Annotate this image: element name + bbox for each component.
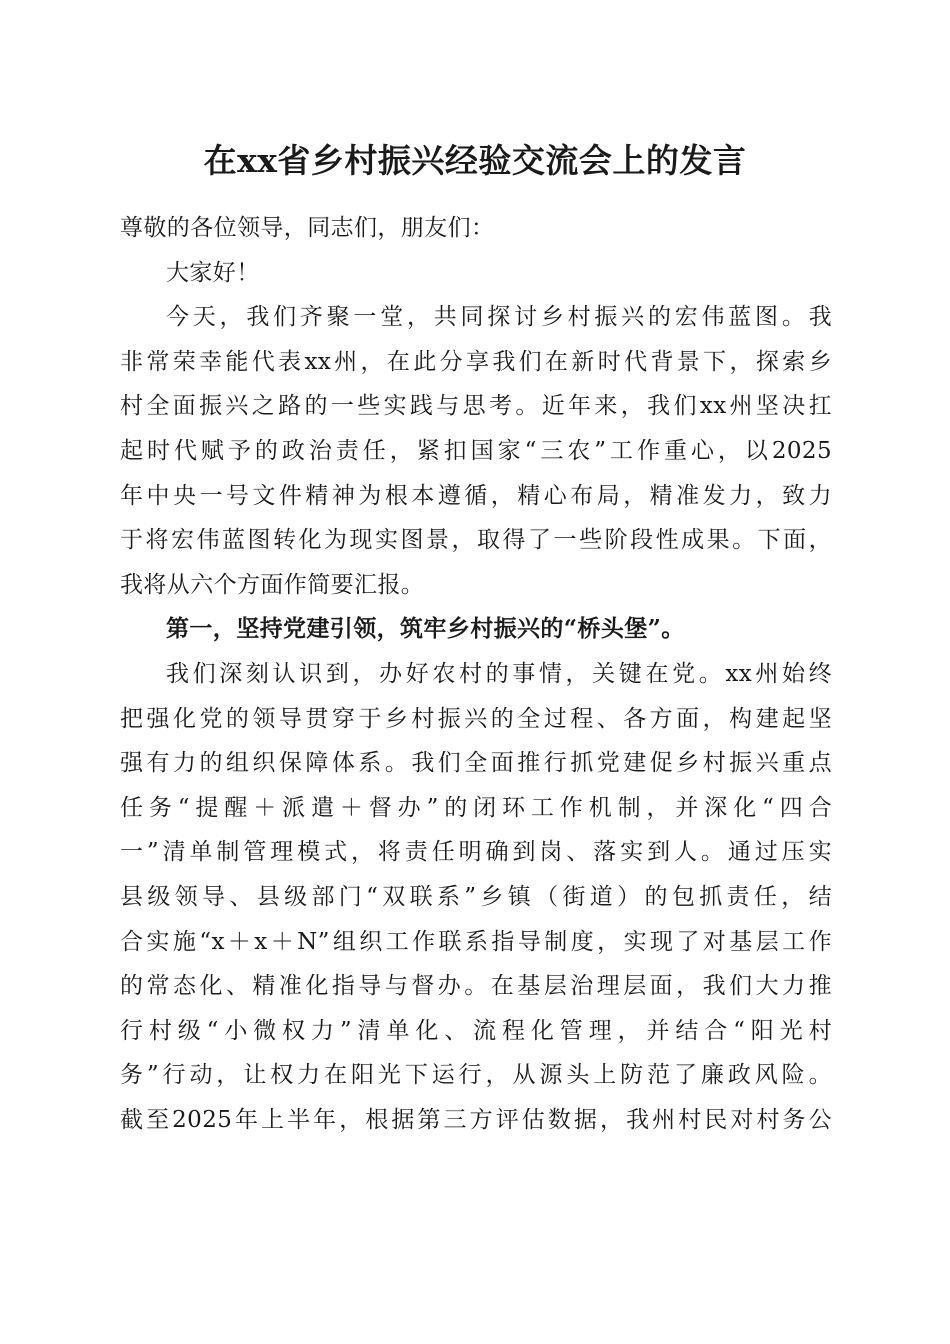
paragraph-line: 我们深刻认识到，办好农村的事情，关键在党。xx州始终: [166, 660, 832, 687]
paragraph-line: 任务“提醒＋派遣＋督办”的闭环工作机制，并深化“四合: [120, 794, 832, 821]
paragraph-line: 合实施“x＋x＋N”组织工作联系指导制度，实现了对基层工作: [120, 928, 832, 955]
paragraph-line: 今天，我们齐聚一堂，共同探讨乡村振兴的宏伟蓝图。我: [166, 304, 832, 331]
document-body: [120, 206, 832, 1142]
paragraph-line: 把强化党的领导贯穿于乡村振兴的全过程、各方面，构建起坚: [120, 705, 832, 732]
paragraph-line: 尊敬的各位领导，同志们，朋友们：: [120, 215, 495, 241]
paragraph-line: 于将宏伟蓝图转化为现实图景，取得了一些阶段性成果。下面，: [120, 527, 832, 554]
paragraph-line: 非常荣幸能代表xx州，在此分享我们在新时代背景下，探索乡: [120, 348, 832, 375]
paragraph-line: 村全面振兴之路的一些实践与思考。近年来，我们xx州坚决扛: [120, 393, 832, 420]
paragraph-line: 的常态化、精准化指导与督办。在基层治理层面，我们大力推: [120, 973, 832, 1000]
paragraph-line: 强有力的组织保障体系。我们全面推行抓党建促乡村振兴重点: [120, 750, 832, 777]
paragraph-line: 年中央一号文件精神为根本遵循，精心布局，精准发力，致力: [120, 482, 832, 509]
paragraph-line: 截至2025年上半年，根据第三方评估数据，我州村民对村务公: [120, 1106, 832, 1133]
paragraph-line: 行村级“小微权力”清单化、流程化管理，并结合“阳光村: [120, 1017, 832, 1044]
paragraph-line: 一”清单制管理模式，将责任明确到岗、落实到人。通过压实: [120, 839, 832, 866]
paragraph-line: 起时代赋予的政治责任，紧扣国家“三农”工作重心，以2025: [120, 437, 832, 464]
document-title: 在xx省乡村振兴经验交流会上的发言: [203, 141, 747, 180]
section-heading-line: 第一，坚持党建引领，筑牢乡村振兴的“桥头堡”。: [166, 615, 685, 643]
paragraph-line: 我将从六个方面作简要汇报。: [120, 571, 425, 598]
paragraph-line: 县级领导、县级部门“双联系”乡镇（街道）的包抓责任，结: [120, 883, 832, 910]
paragraph-line: 务”行动，让权力在阳光下运行，从源头上防范了廉政风险。: [120, 1062, 832, 1089]
paragraph-line: 大家好！: [166, 259, 260, 286]
